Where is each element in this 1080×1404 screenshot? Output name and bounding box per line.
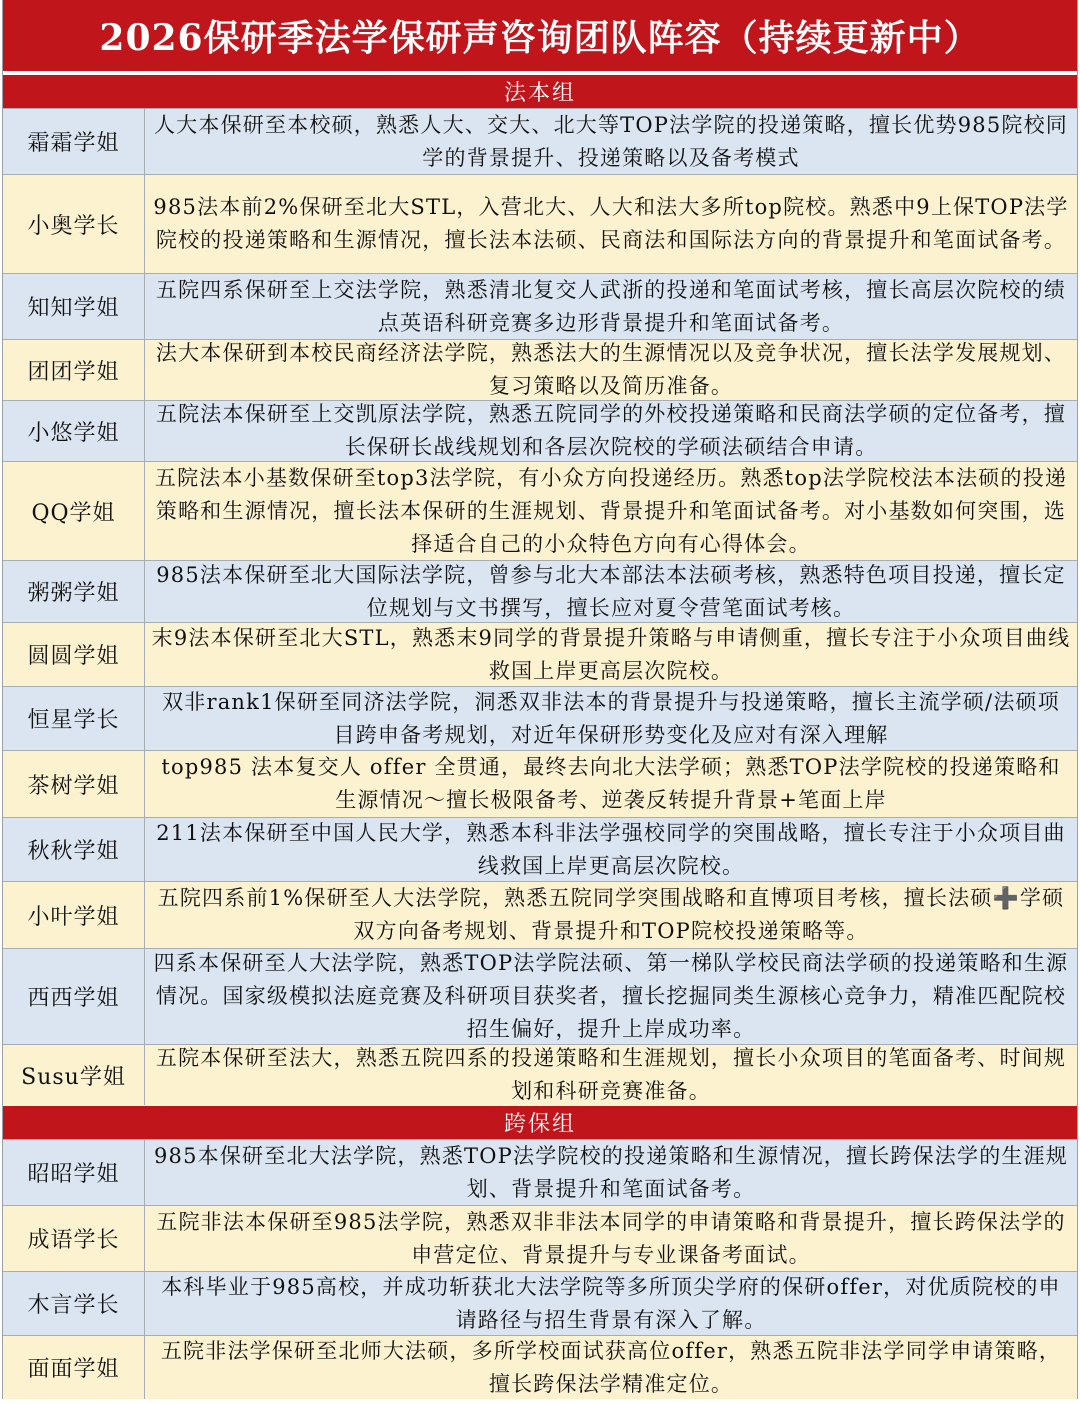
member-description: 211法本保研至中国人民大学，熟悉本科非法学强校同学的突围战略，擅长专注于小众项目曲线救国上岸更高层次院校。 bbox=[145, 818, 1077, 881]
member-name: 霜霜学姐 bbox=[3, 109, 145, 174]
section-header-law-undergrad: 法本组 bbox=[3, 74, 1077, 108]
member-row bbox=[3, 750, 1077, 817]
member-name: 小悠学姐 bbox=[3, 401, 145, 461]
member-row bbox=[3, 339, 1077, 400]
member-row bbox=[3, 560, 1077, 622]
member-row bbox=[3, 400, 1077, 461]
member-row bbox=[3, 1205, 1077, 1271]
member-description: 五院本保研至法大，熟悉五院四系的投递策略和生涯规划，擅长小众项目的笔面备考、时间规划和科研竞赛准备。 bbox=[145, 1045, 1077, 1105]
member-description: 985法本保研至北大国际法学院，曾参与北大本部法本法硕考核，熟悉特色项目投递，擅长定位规划与文书撰写，擅长应对夏令营笔面试考核。 bbox=[145, 561, 1077, 622]
member-description: 法大本保研到本校民商经济法学院，熟悉法大的生源情况以及竞争状况，擅长法学发展规划、复习策略以及简历准备。 bbox=[145, 340, 1077, 400]
member-name: 面面学姐 bbox=[3, 1336, 145, 1399]
member-description: 人大本保研至本校硕，熟悉人大、交大、北大等TOP法学院的投递策略，擅长优势985院校同学的背景提升、投递策略以及备考模式 bbox=[145, 109, 1077, 174]
law-undergrad-group bbox=[3, 108, 1077, 1105]
member-description: 五院非法本保研至985法学院，熟悉双非非法本同学的申请策略和背景提升，擅长跨保法学的申营定位、背景提升与专业课备考面试。 bbox=[145, 1206, 1077, 1271]
member-name: QQ学姐 bbox=[3, 462, 145, 560]
member-description: 五院法本保研至上交凯原法学院，熟悉五院同学的外校投递策略和民商法学硕的定位备考，擅长保研长战线规划和各层次院校的学硕法硕结合申请。 bbox=[145, 401, 1077, 461]
member-row bbox=[3, 881, 1077, 948]
member-name: 知知学姐 bbox=[3, 274, 145, 339]
member-row bbox=[3, 948, 1077, 1044]
member-name: 成语学长 bbox=[3, 1206, 145, 1271]
member-description: 985法本前2%保研至北大STL，入营北大、人大和法大多所top院校。熟悉中9上保TOP法学院校的投递策略和生源情况，擅长法本法硕、民商法和国际法方向的背景提升和笔面试备考。 bbox=[145, 175, 1077, 273]
member-name: Susu学姐 bbox=[3, 1045, 145, 1105]
member-name: 团团学姐 bbox=[3, 340, 145, 400]
member-description: 双非rank1保研至同济法学院，洞悉双非法本的背景提升与投递策略，擅长主流学硕/法硕项目跨申备考规划，对近年保研形势变化及应对有深入理解 bbox=[145, 687, 1077, 750]
member-name: 小奥学长 bbox=[3, 175, 145, 273]
section-header-cross-major: 跨保组 bbox=[3, 1105, 1077, 1139]
member-row bbox=[3, 817, 1077, 881]
page-title: 2026保研季法学保研声咨询团队阵容（持续更新中） bbox=[3, 0, 1077, 74]
member-description: 五院非法学保研至北师大法硕，多所学校面试获高位offer，熟悉五院非法学同学申请策略，擅长跨保法学精准定位。 bbox=[145, 1336, 1077, 1399]
member-name: 小叶学姐 bbox=[3, 882, 145, 948]
member-description: 四系本保研至人大法学院，熟悉TOP法学院法硕、第一梯队学校民商法学硕的投递策略和生源情况。国家级模拟法庭竞赛及科研项目获奖者，擅长挖掘同类生源核心竞争力，精准匹配院校招生偏好，提升上岸成功率。 bbox=[145, 949, 1077, 1044]
member-name: 秋秋学姐 bbox=[3, 818, 145, 881]
member-row bbox=[3, 1139, 1077, 1205]
member-row bbox=[3, 1044, 1077, 1105]
member-name: 木言学长 bbox=[3, 1272, 145, 1335]
team-roster-table bbox=[2, 0, 1078, 1399]
member-row bbox=[3, 174, 1077, 273]
member-row bbox=[3, 1335, 1077, 1399]
member-description: 末9法本保研至北大STL，熟悉末9同学的背景提升策略与申请侧重，擅长专注于小众项目曲线救国上岸更高层次院校。 bbox=[145, 623, 1077, 686]
member-description: 五院四系前1%保研至人大法学院，熟悉五院同学突围战略和直博项目考核，擅长法硕➕学硕双方向备考规划、背景提升和TOP院校投递策略等。 bbox=[145, 882, 1077, 948]
member-description: 985本保研至北大法学院，熟悉TOP法学院校的投递策略和生源情况，擅长跨保法学的生涯规划、背景提升和笔面试备考。 bbox=[145, 1140, 1077, 1205]
member-row bbox=[3, 108, 1077, 174]
member-name: 昭昭学姐 bbox=[3, 1140, 145, 1205]
member-row bbox=[3, 461, 1077, 560]
member-name: 茶树学姐 bbox=[3, 751, 145, 817]
member-name: 粥粥学姐 bbox=[3, 561, 145, 622]
member-row bbox=[3, 273, 1077, 339]
member-description: 本科毕业于985高校，并成功斩获北大法学院等多所顶尖学府的保研offer，对优质院校的申请路径与招生背景有深入了解。 bbox=[145, 1272, 1077, 1335]
member-name: 恒星学长 bbox=[3, 687, 145, 750]
member-row bbox=[3, 622, 1077, 686]
cross-major-group bbox=[3, 1139, 1077, 1399]
member-name: 圆圆学姐 bbox=[3, 623, 145, 686]
member-description: 五院四系保研至上交法学院，熟悉清北复交人武浙的投递和笔面试考核，擅长高层次院校的绩点英语科研竞赛多边形背景提升和笔面试备考。 bbox=[145, 274, 1077, 339]
member-name: 西西学姐 bbox=[3, 949, 145, 1044]
member-row bbox=[3, 1271, 1077, 1335]
member-description: top985 法本复交人 offer 全贯通，最终去向北大法学硕；熟悉TOP法学院校的投递策略和生源情况～擅长极限备考、逆袭反转提升背景+笔面上岸 bbox=[145, 751, 1077, 817]
member-row bbox=[3, 686, 1077, 750]
member-description: 五院法本小基数保研至top3法学院，有小众方向投递经历。熟悉top法学院校法本法硕的投递策略和生源情况，擅长法本保研的生涯规划、背景提升和笔面试备考。对小基数如何突围，选择适合自己的小众特色方向有心得体会。 bbox=[145, 462, 1077, 560]
